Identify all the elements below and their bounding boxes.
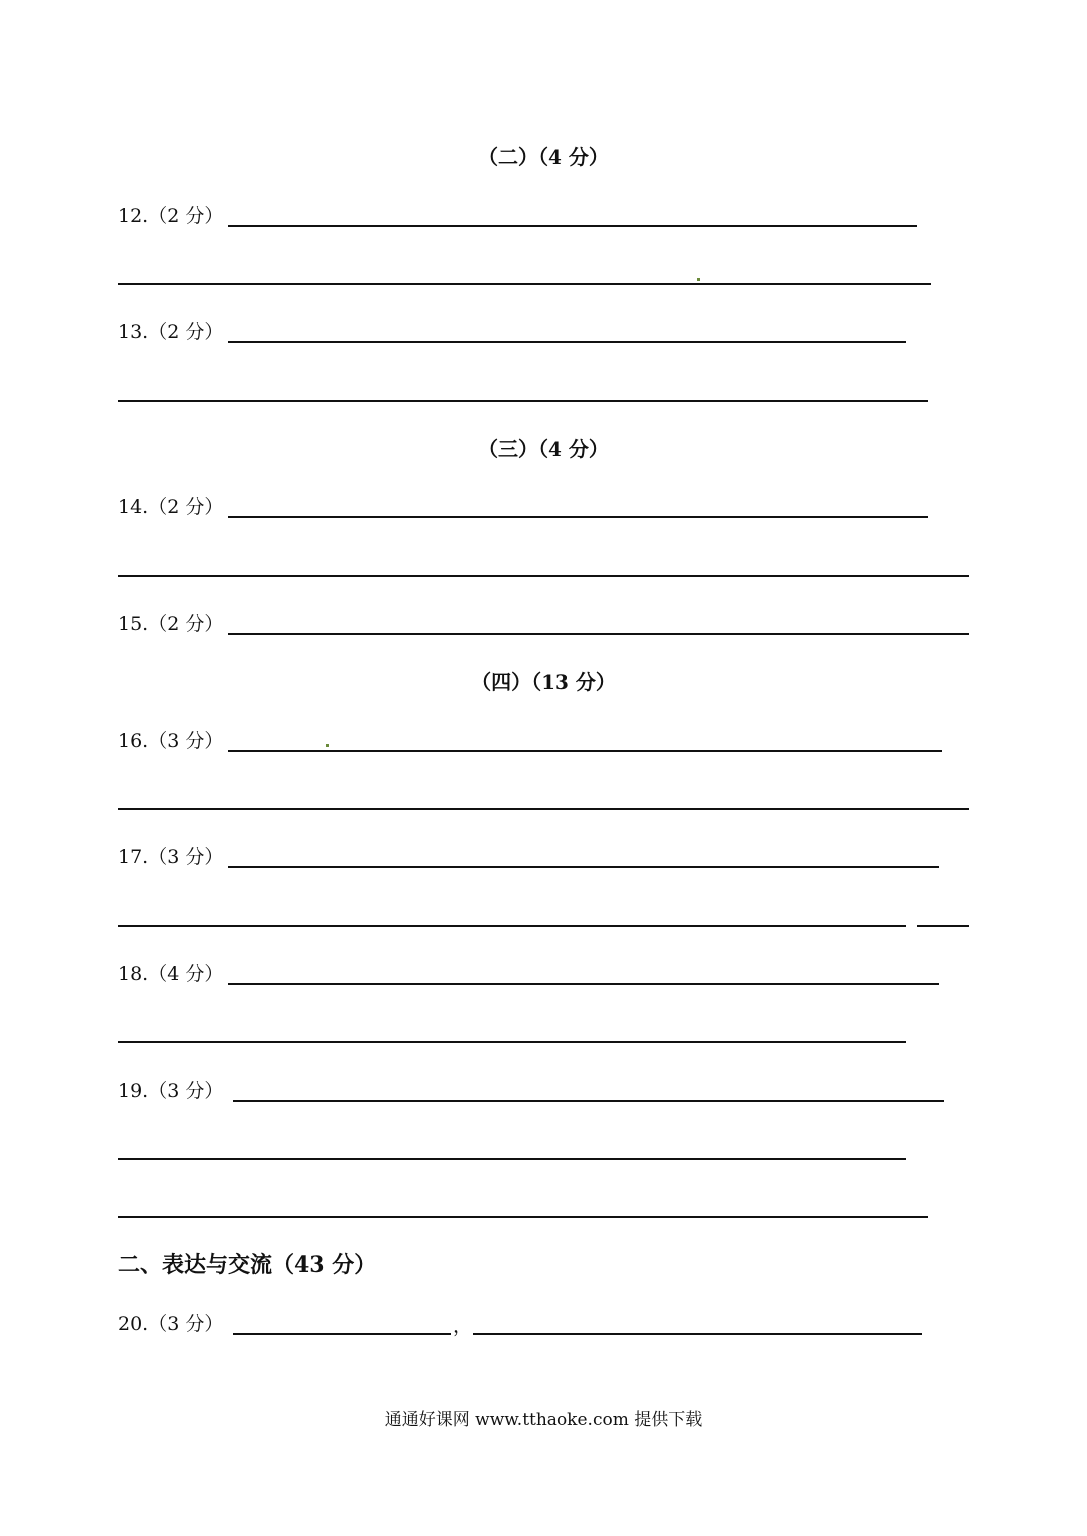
answer-line-20-2[interactable]	[473, 1333, 922, 1335]
question-20-label: 20.（3 分）	[118, 1313, 224, 1335]
answer-line-14-2[interactable]	[118, 575, 969, 577]
section-title-2: （二）（4 分）	[478, 145, 609, 169]
answer-line-19-1[interactable]	[233, 1100, 944, 1102]
question-17-label: 17.（3 分）	[118, 846, 224, 868]
answer-line-19-2[interactable]	[118, 1158, 906, 1160]
answer-line-20-1[interactable]	[233, 1333, 451, 1335]
answer-line-17-2[interactable]	[118, 925, 906, 927]
comma-separator: ，	[453, 1315, 473, 1337]
answer-line-12-1[interactable]	[228, 225, 917, 227]
question-15-label: 15.（2 分）	[118, 613, 224, 635]
answer-line-12-2[interactable]	[118, 283, 931, 285]
question-16-label: 16.（3 分）	[118, 730, 224, 752]
page-footer: 通通好课网 www.tthaoke.com 提供下载	[384, 1410, 703, 1430]
answer-line-15-1[interactable]	[228, 633, 969, 635]
answer-line-14-1[interactable]	[228, 516, 928, 518]
section-title-3: （三）（4 分）	[478, 437, 609, 461]
answer-line-13-2[interactable]	[118, 400, 928, 402]
part-2-heading: 二、表达与交流（43 分）	[118, 1252, 377, 1278]
scan-speck	[326, 744, 329, 747]
answer-line-16-1[interactable]	[228, 750, 942, 752]
question-13-label: 13.（2 分）	[118, 321, 224, 343]
answer-line-17-1[interactable]	[228, 866, 939, 868]
question-18-label: 18.（4 分）	[118, 963, 224, 985]
answer-line-18-1[interactable]	[228, 983, 939, 985]
question-19-label: 19.（3 分）	[118, 1080, 224, 1102]
answer-line-18-2[interactable]	[118, 1041, 906, 1043]
answer-line-16-2[interactable]	[118, 808, 969, 810]
question-12-label: 12.（2 分）	[118, 205, 224, 227]
answer-line-17-3[interactable]	[917, 925, 969, 927]
section-title-4: （四）（13 分）	[471, 670, 616, 694]
question-14-label: 14.（2 分）	[118, 496, 224, 518]
scan-speck	[697, 278, 700, 281]
answer-line-19-3[interactable]	[118, 1216, 928, 1218]
answer-line-13-1[interactable]	[228, 341, 906, 343]
